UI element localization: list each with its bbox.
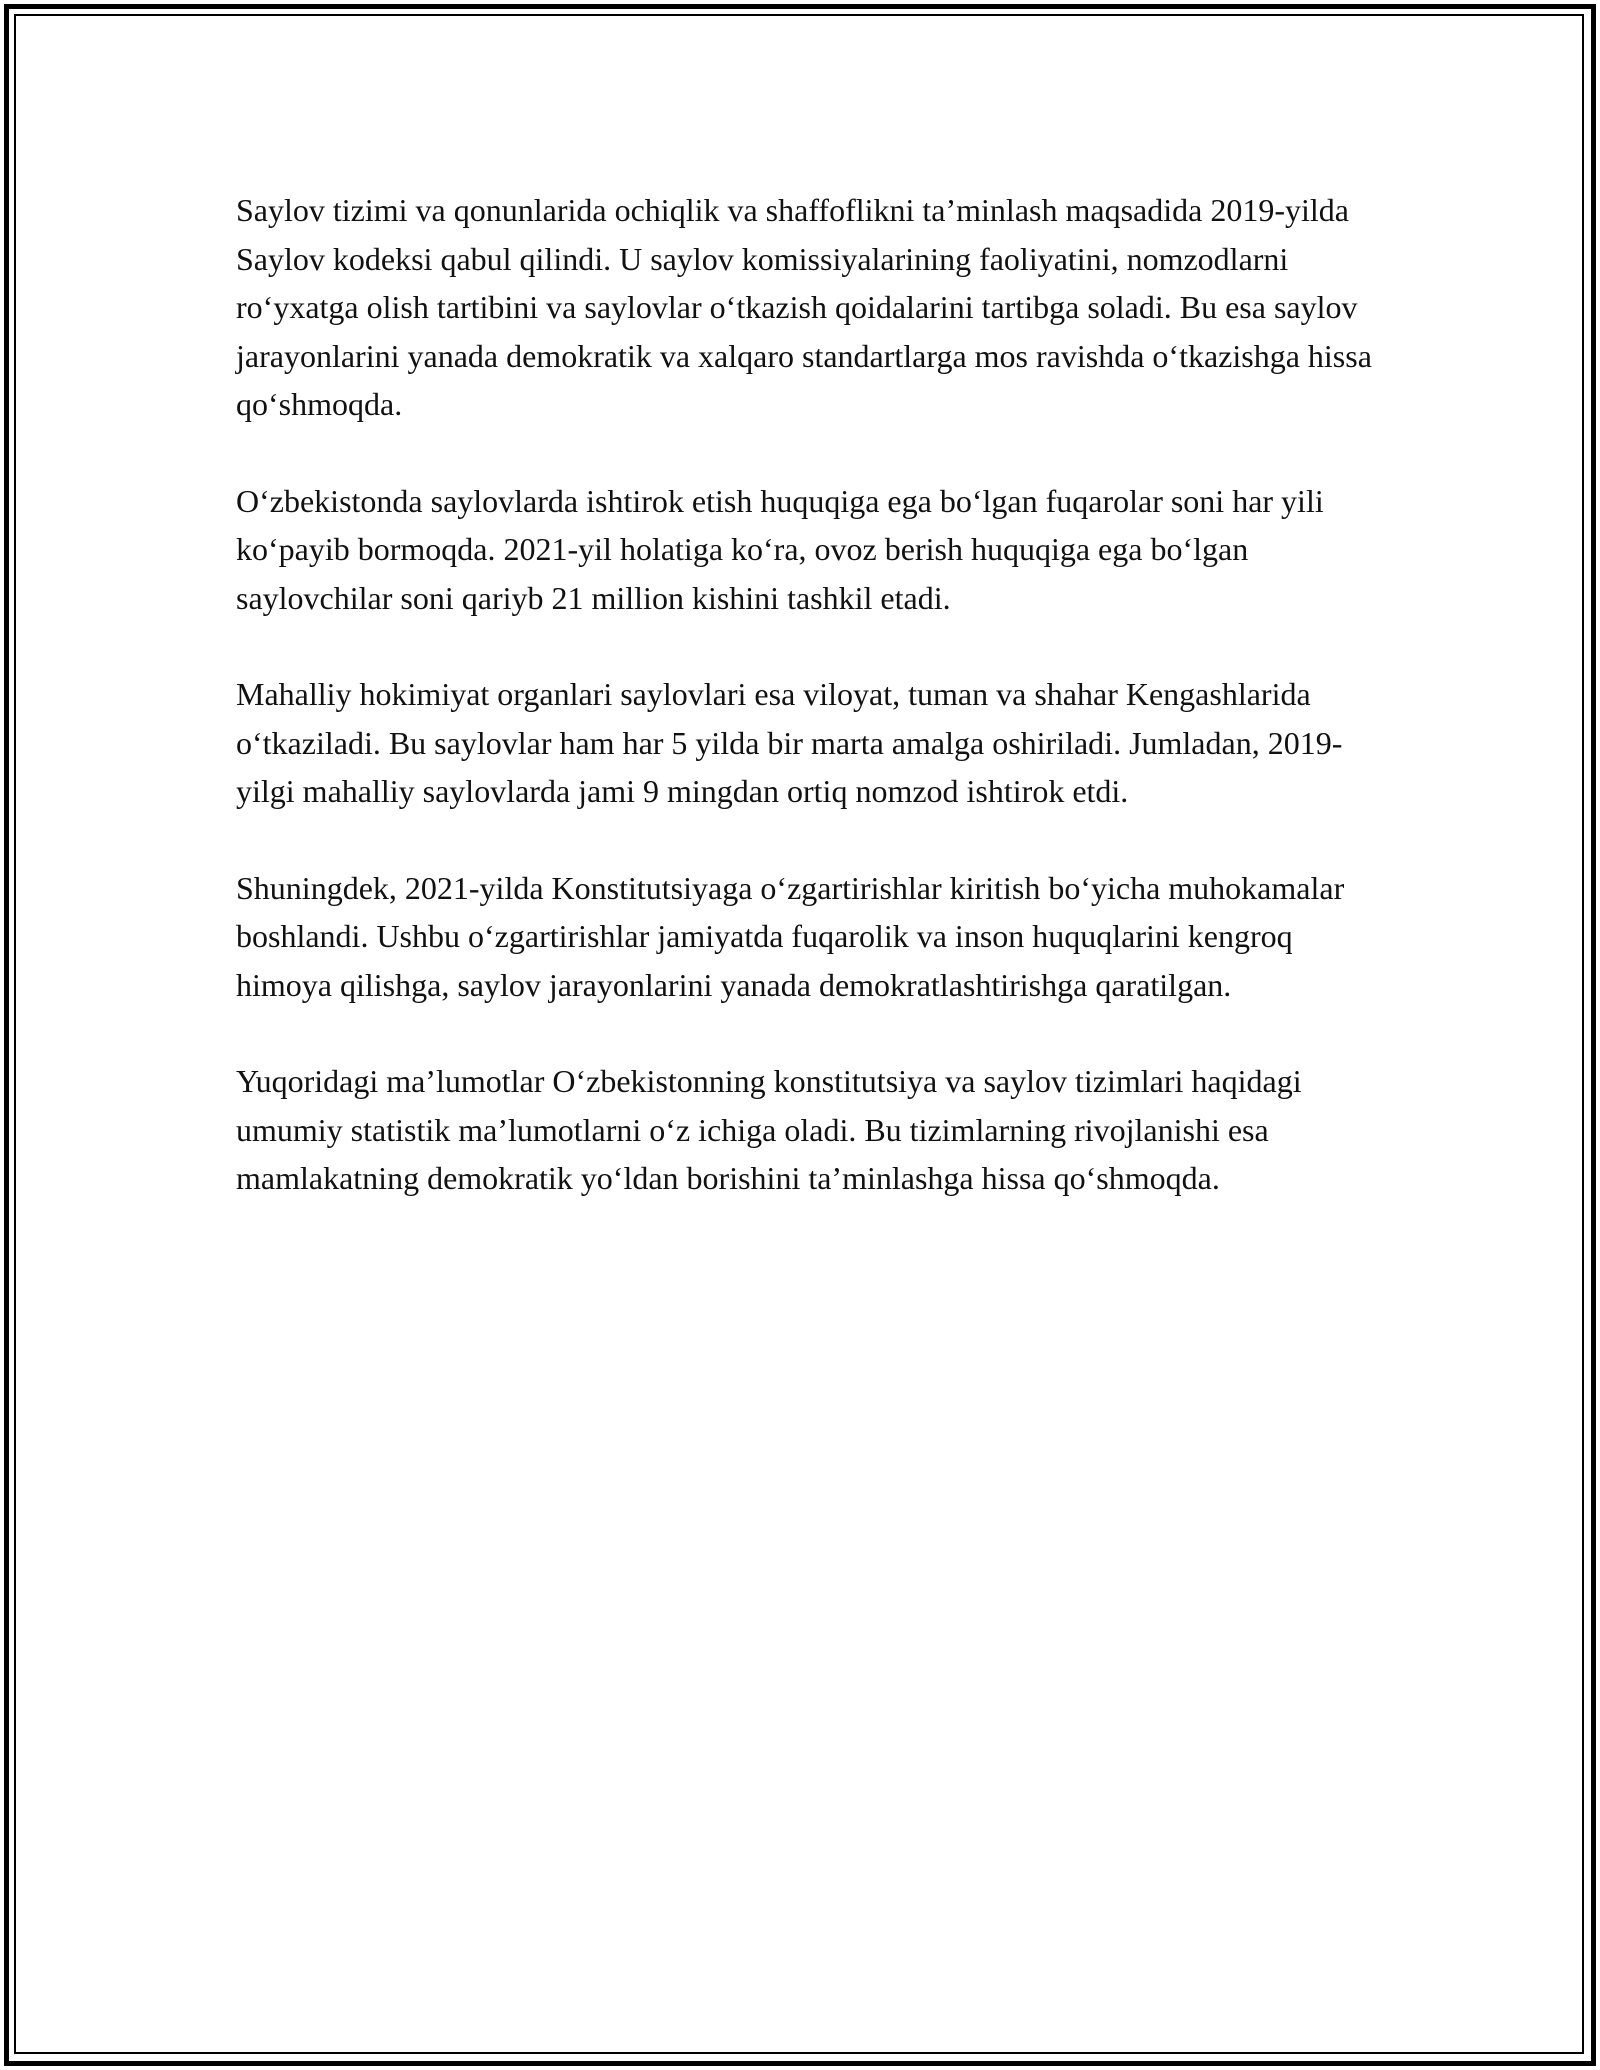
document-body [236,186,1376,1251]
paragraph-2: O‘zbekistonda saylovlarda ishtirok etish huquqiga ega bo‘lgan fuqarolar soni har yili ko‘payib bormoqda. 2021-yil holatiga ko‘ra, ovoz berish huquqiga ega bo‘lgan saylovchilar soni qariyb 21 million kishini tashkil etadi. [236,482,1324,616]
paragraph-3: Mahalliy hokimiyat organlari saylovlari esa viloyat, tuman va shahar Kengashlarida o‘tkaziladi. Bu saylovlar ham har 5 yilda bir marta amalga oshiriladi. Jumladan, 2019-yilgi mahalliy saylovlarda jami 9 mingdan ortiq nomzod ishtirok etdi. [236,676,1343,809]
paragraph-1: Saylov tizimi va qonunlarida ochiqlik va shaffoflikni ta’minlash maqsadida 2019-yilda Saylov kodeksi qabul qilindi. U saylov komissiyalarining faoliyatini, nomzodlarni ro‘yxatga olish tartibini va saylovlar o‘tkazish qoidalarini tartibga soladi. Bu esa saylov jarayonlarini yanada demokratik va xalqaro standartlarga mos ravishda o‘tkazishga hissa qo‘shmoqda. [236,192,1372,422]
paragraph-5: Yuqoridagi ma’lumotlar O‘zbekistonning konstitutsiya va saylov tizimlari haqidagi umumiy statistik ma’lumotlarni o‘z ichiga oladi. Bu tizimlarning rivojlanishi esa mamlakatning demokratik yo‘ldan borishini ta’minlashga hissa qo‘shmoqda. [236,1063,1302,1196]
paragraph-4: Shuningdek, 2021-yilda Konstitutsiyaga o‘zgartirishlar kiritish bo‘yicha muhokamalar boshlandi. Ushbu o‘zgartirishlar jamiyatda fuqarolik va inson huquqlarini kengroq himoya qilishga, saylov jarayonlarini yanada demokratlashtirishga qaratilgan. [236,869,1345,1003]
